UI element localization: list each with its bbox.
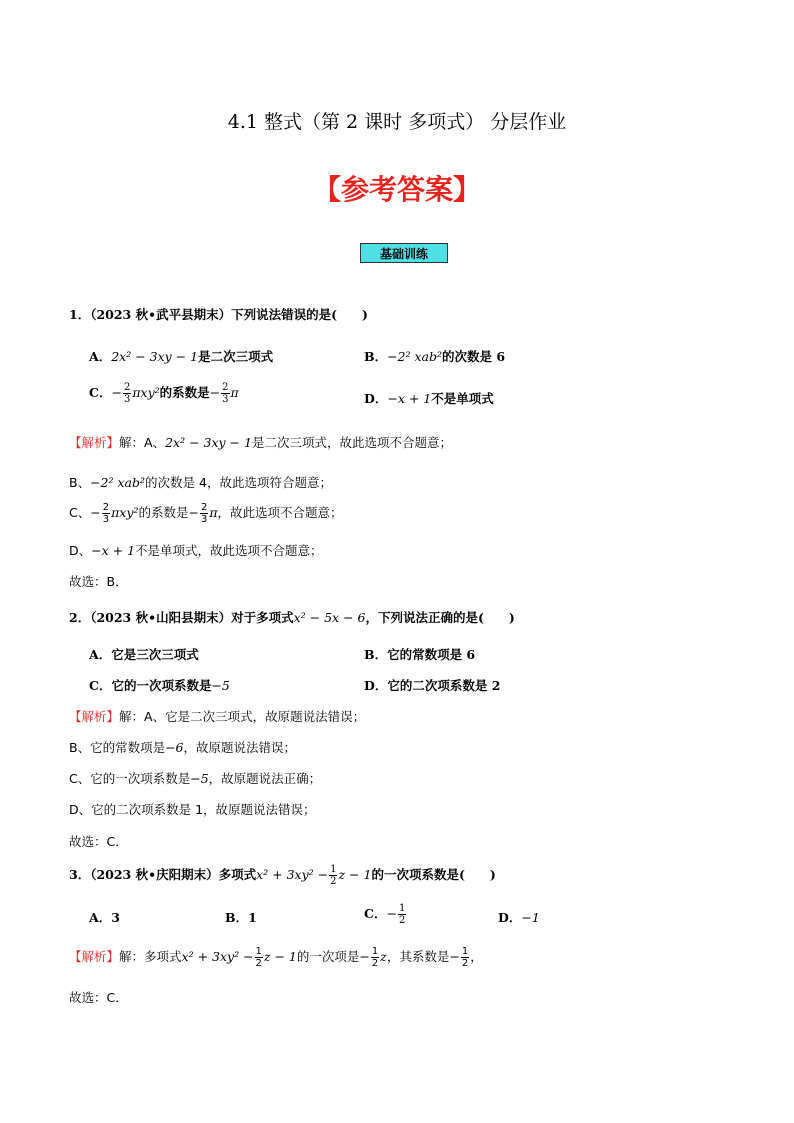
q1-option-c-math: πxy² bbox=[132, 385, 160, 400]
section-label bbox=[360, 243, 448, 263]
q1-exp3-ans-sign: − bbox=[188, 505, 199, 520]
q3-exp-mid: 的一次项是 bbox=[296, 949, 360, 964]
q1-explanation-line-4 bbox=[69, 541, 323, 559]
q1-explanation-line-2 bbox=[69, 473, 332, 491]
explanation-tag: 【解析】 bbox=[69, 435, 120, 450]
q3-exp-fraction-3 bbox=[461, 946, 469, 969]
q1-exp3-fraction bbox=[102, 502, 110, 525]
q1-exp2-math: −2² xab² bbox=[90, 475, 146, 490]
fraction-numerator: 2 bbox=[123, 382, 131, 393]
q2-option-b: B．它的常数项是 6 bbox=[364, 647, 476, 662]
q3-option-c bbox=[364, 903, 407, 926]
fraction-numerator: 1 bbox=[398, 903, 406, 914]
q2-option-d: D．它的二次项系数是 2 bbox=[364, 678, 501, 693]
q1-option-b bbox=[364, 347, 505, 365]
q1-option-b-label: B． bbox=[364, 349, 388, 364]
fraction-denominator: 2 bbox=[330, 876, 337, 887]
q3-stem-math-2: z − 1 bbox=[338, 867, 372, 882]
q3-exp-fraction-2 bbox=[371, 946, 379, 969]
q2-exp1: 解：A、它是二次三项式，故原题说法错误； bbox=[119, 709, 366, 724]
fraction-numerator: 2 bbox=[102, 502, 110, 513]
q1-option-c-ans-pi: π bbox=[230, 385, 239, 400]
q1-option-c-label: C． bbox=[89, 385, 112, 400]
q1-exp3-ans-pi: π bbox=[209, 505, 218, 520]
q3-exp-sign-2: − bbox=[359, 949, 370, 964]
q1-stem: 1．（2023 秋•武平县期末）下列说法错误的是( ) bbox=[69, 307, 368, 322]
q2-exp3-value: −5 bbox=[190, 771, 209, 786]
fraction-denominator: 2 bbox=[371, 958, 379, 969]
q1-exp3-ans-fraction bbox=[200, 502, 208, 525]
q1-option-d-label: D． bbox=[364, 391, 388, 406]
q1-option-c-ans-sign: − bbox=[209, 385, 221, 400]
q3-option-d bbox=[498, 908, 540, 926]
q3-choice: 故选：C． bbox=[69, 990, 128, 1005]
q1-option-d bbox=[364, 389, 494, 407]
explanation-tag: 【解析】 bbox=[69, 949, 120, 964]
q2-stem-math: x² − 5x − 6 bbox=[293, 610, 366, 625]
fraction-denominator: 3 bbox=[222, 394, 229, 405]
q3-option-d-value: −1 bbox=[521, 910, 540, 925]
q2-stem-post: ，下列说法正确的是( ) bbox=[365, 610, 515, 625]
fraction-numerator: 1 bbox=[330, 864, 337, 875]
q2-stem bbox=[69, 608, 515, 626]
q2-option-c-pre: C．它的一次项系数是 bbox=[89, 678, 212, 693]
q3-exp-z: z bbox=[380, 949, 387, 964]
q1-exp3-end: ，故此选项不合题意； bbox=[217, 505, 343, 520]
q2-exp2-value: −6 bbox=[165, 740, 184, 755]
q1-option-a bbox=[89, 347, 273, 365]
q1-option-b-text: 的次数是 6 bbox=[442, 349, 506, 364]
q2-exp3-post: ，故原题说法正确； bbox=[208, 771, 322, 786]
q2-explanation-line-4: D、它的二次项系数是 1，故原题说法错误； bbox=[69, 802, 316, 817]
q1-exp4-math: −x + 1 bbox=[91, 543, 136, 558]
q1-option-d-text: 不是单项式 bbox=[431, 391, 494, 406]
q2-stem-pre: 2．（2023 秋•山阳县期末）对于多项式 bbox=[69, 610, 294, 625]
q2-explanation-line-2 bbox=[69, 738, 296, 756]
q1-explanation-line-1 bbox=[69, 433, 452, 451]
q3-option-c-sign: − bbox=[386, 906, 397, 921]
fraction-numerator: 1 bbox=[255, 946, 262, 957]
q3-stem-math-1: x² + 3xy² − bbox=[256, 867, 329, 882]
q2-option-a: A．它是三次三项式 bbox=[89, 647, 199, 662]
q2-exp2-post: ，故原题说法错误； bbox=[183, 740, 297, 755]
q2-exp2-pre: B、它的常数项是 bbox=[69, 740, 166, 755]
q2-choice: 故选：C． bbox=[69, 834, 128, 849]
q1-exp2-text: 的次数是 4，故此选项符合题意； bbox=[145, 475, 332, 490]
q1-exp3-text: 的系数是 bbox=[138, 505, 189, 520]
section-label-text: 基础训练 bbox=[379, 246, 428, 261]
q1-option-a-label: A． bbox=[89, 349, 112, 364]
fraction-numerator: 2 bbox=[222, 382, 229, 393]
q1-explanation-line-3 bbox=[69, 502, 343, 525]
fraction-denominator: 3 bbox=[200, 514, 208, 525]
q1-option-b-math: −2² xab² bbox=[387, 349, 443, 364]
q2-explanation-line-1 bbox=[69, 707, 365, 725]
q3-option-a: A．3 bbox=[89, 910, 120, 925]
q1-exp4-pre: D、 bbox=[69, 543, 92, 558]
q1-exp1-pre: 解：A、 bbox=[119, 435, 166, 450]
q1-option-c-sign: − bbox=[111, 385, 122, 400]
fraction-numerator: 1 bbox=[371, 946, 379, 957]
q1-exp1-text: 是二次三项式，故此选项不合题意； bbox=[251, 435, 452, 450]
fraction-numerator: 1 bbox=[461, 946, 469, 957]
page-title: 4.1 整式（第 2 课时 多项式） 分层作业 bbox=[227, 111, 567, 133]
fraction-denominator: 2 bbox=[398, 915, 406, 926]
q1-option-a-text: 是二次三项式 bbox=[198, 349, 274, 364]
q3-stem-post: 的一次项系数是( ) bbox=[371, 867, 496, 882]
q1-exp2-pre: B、 bbox=[69, 475, 91, 490]
q1-exp4-text: 不是单项式，故此选项不合题意； bbox=[135, 543, 323, 558]
q3-exp-math-1: x² + 3xy² − bbox=[181, 949, 254, 964]
fraction-denominator: 2 bbox=[461, 958, 469, 969]
answer-header: 【参考答案】 bbox=[312, 173, 481, 206]
q3-option-c-label: C． bbox=[364, 906, 387, 921]
q1-exp3-pre: C、 bbox=[69, 505, 91, 520]
q3-stem bbox=[69, 864, 496, 887]
fraction-denominator: 3 bbox=[123, 394, 131, 405]
q1-option-c bbox=[89, 382, 239, 405]
q1-exp1-math: 2x² − 3xy − 1 bbox=[165, 435, 252, 450]
q1-exp3-math: πxy² bbox=[111, 505, 139, 520]
q3-explanation bbox=[69, 946, 483, 969]
q1-exp3-sign: − bbox=[90, 505, 101, 520]
fraction-denominator: 3 bbox=[102, 514, 110, 525]
q3-exp-mid-2: ，其系数是 bbox=[386, 949, 450, 964]
q3-exp-sign-3: − bbox=[449, 949, 460, 964]
q3-exp-end: ， bbox=[470, 949, 483, 964]
q1-option-c-fraction bbox=[123, 382, 131, 405]
q3-option-d-label: D． bbox=[498, 910, 522, 925]
q2-option-c bbox=[89, 676, 230, 694]
q3-option-c-fraction bbox=[398, 903, 406, 926]
q3-exp-math-2: z − 1 bbox=[263, 949, 297, 964]
q2-exp3-pre: C、它的一次项系数是 bbox=[69, 771, 191, 786]
q1-option-d-math: −x + 1 bbox=[387, 391, 432, 406]
explanation-tag: 【解析】 bbox=[69, 709, 120, 724]
q3-exp-pre: 解：多项式 bbox=[119, 949, 182, 964]
q2-option-c-value: −5 bbox=[211, 678, 230, 693]
q1-option-c-text: 的系数是 bbox=[159, 385, 210, 400]
q1-option-a-math: 2x² − 3xy − 1 bbox=[111, 349, 199, 364]
q3-stem-pre: 3．（2023 秋•庆阳期末）多项式 bbox=[69, 867, 257, 882]
q3-exp-fraction-1 bbox=[255, 946, 263, 969]
fraction-numerator: 2 bbox=[200, 502, 208, 513]
q1-choice: 故选：B． bbox=[69, 574, 128, 589]
q3-option-b: B．1 bbox=[225, 910, 257, 925]
q2-explanation-line-3 bbox=[69, 769, 321, 787]
fraction-denominator: 2 bbox=[255, 958, 262, 969]
q3-stem-fraction bbox=[329, 864, 337, 887]
q1-option-c-ans-fraction bbox=[221, 382, 229, 405]
